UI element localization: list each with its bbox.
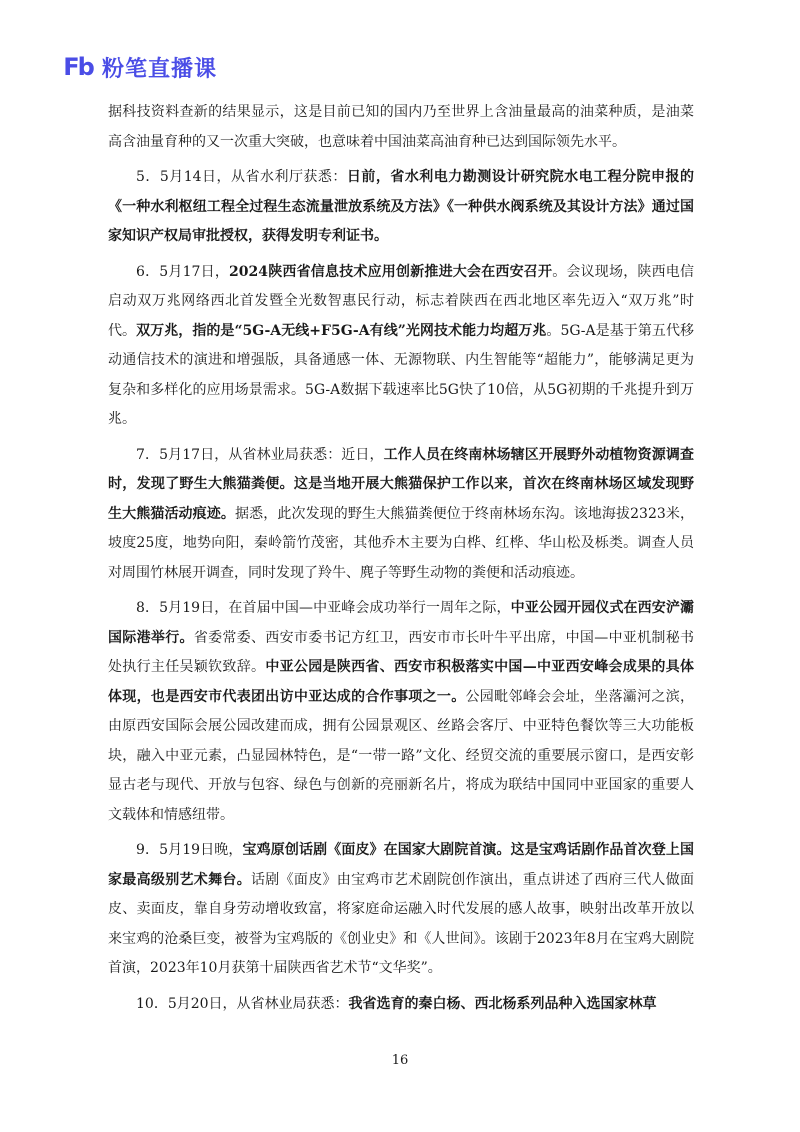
paragraph-bold-text: 2024陕西省信息技术应用创新推进大会在西安召开 [229,263,553,280]
paragraph-item-7 [108,441,694,589]
paragraph-1 [108,98,694,157]
paragraph-bold-text: 我省选育的秦白杨、西北杨系列品种入选国家林草 [348,995,657,1012]
paragraph-text: 5．5月14日，从省水利厅获悉： [136,169,347,185]
paragraph-text: 6．5月17日， [136,263,230,280]
paragraph-text: 8．5月19日，在首届中国—中亚峰会成功举行一周年之际， [136,600,511,616]
brand-logo-icon: Fb [63,53,93,81]
document-body [108,98,694,1025]
paragraph-text: 话剧《面皮》由宝鸡市艺术剧院创作演出，重点讲述了西府三代人做面皮、卖面皮，靠自身劳动增收致富，将家庭命运融入时代发展的感人故事，映射出改革开放以来宝鸡的沧桑巨变，被誉为宝鸡版的《创业史》和《人世间》。该剧于2023年8月在宝鸡大剧院首演，2023年10月获第十届陕西省艺术节“文华奖”。 [108,871,694,976]
paragraph-bold-text: 工作人员在终南林场辖区开展野外动植物资源调查时，发现了野生大熊猫粪便。这是当地开展大熊猫保护工作以来，首次在终南林场区域发现野生大熊猫活动痕迹。 [108,446,694,522]
paragraph-text: 公园毗邻峰会会址，坐落灞河之滨，由原西安国际会展公园改建而成，拥有公园景观区、丝路会客厅、中亚特色餐饮等三大功能板块，融入中亚元素，凸显园林特色，是“一带一路”文化、经贸交流的重要展示窗口，是西安彰显古老与现代、开放与包容、绿色与创新的亮丽新名片，将成为联结中国同中亚国家的重要人文载体和情感纽带。 [108,688,694,823]
paragraph-bold-text: 双万兆，指的是“5G-A无线+F5G-A有线”光网技术能力均超万兆 [136,322,547,339]
page-number: 16 [391,1053,409,1068]
paragraph-text: 省委常委、西安市委书记方红卫，西安市市长叶牛平出席，中国—中亚机制秘书处执行主任吴颖钦致辞。 [108,629,695,675]
paragraph-bold-text: 中亚公园开园仪式在西安浐灞国际港举行。 [108,600,694,646]
paragraph-bold-text: 日前，省水利电力勘测设计研究院水电工程分院申报的《一种水利枢纽工程全过程生态流量泄放系统及方法》《一种供水阀系统及其设计方法》通过国家知识产权局审批授权，获得发明专利证书。 [108,169,695,244]
paragraph-text: 9．5月19日晚， [136,842,243,858]
paragraph-item-8 [108,594,694,830]
paragraph-bold-text: 宝鸡原创话剧《面皮》在国家大剧院首演。这是宝鸡话剧作品首次登上国家最高级别艺术舞台。 [108,842,694,888]
paragraph-item-9 [108,836,694,984]
brand-name: 粉笔直播课 [102,56,218,82]
paragraph-bold-text: 中亚公园是陕西省、西安市积极落实中国—中亚西安峰会成果的具体体现，也是西安市代表团出访中亚达成的合作事项之一。 [108,659,695,705]
paragraph-text: 10．5月20日，从省林业局获悉： [136,995,349,1012]
paragraph-text: 据悉，此次发现的野生大熊猫粪便位于终南林场东沟。该地海拔2323米，坡度25度，地势向阳，秦岭箭竹茂密，其他乔木主要为白桦、红桦、华山松及栎类。调查人员对周围竹林展开调查，同时发现了羚牛、麂子等野生动物的粪便和活动痕迹。 [108,505,694,581]
paragraph-text: 7．5月17日，从省林业局获悉：近日， [136,446,384,463]
paragraph-text: 。5G-A是基于第五代移动通信技术的演进和增强版，具备通感一体、无源物联、内生智能等“超能力”，能够满足更为复杂和多样化的应用场景需求。5G-A数据下载速率比5G快了10倍，从5G初期的千兆提升到万兆。 [108,322,694,427]
paragraph-text: 据科技资料查新的结果显示，这是目前已知的国内乃至世界上含油量最高的油菜种质，是油菜高含油量育种的又一次重大突破，也意味着中国油菜高油育种已达到国际领先水平。 [108,104,694,150]
header [60,50,217,84]
paragraph-item-5 [108,163,694,252]
paragraph-item-10 [108,990,694,1020]
paragraph-text: 。会议现场，陕西电信启动双万兆网络西北首发暨全光数智惠民行动，标志着陕西在西北地区率先迈入“双万兆”时代。 [108,263,695,339]
paragraph-item-6 [108,258,694,435]
